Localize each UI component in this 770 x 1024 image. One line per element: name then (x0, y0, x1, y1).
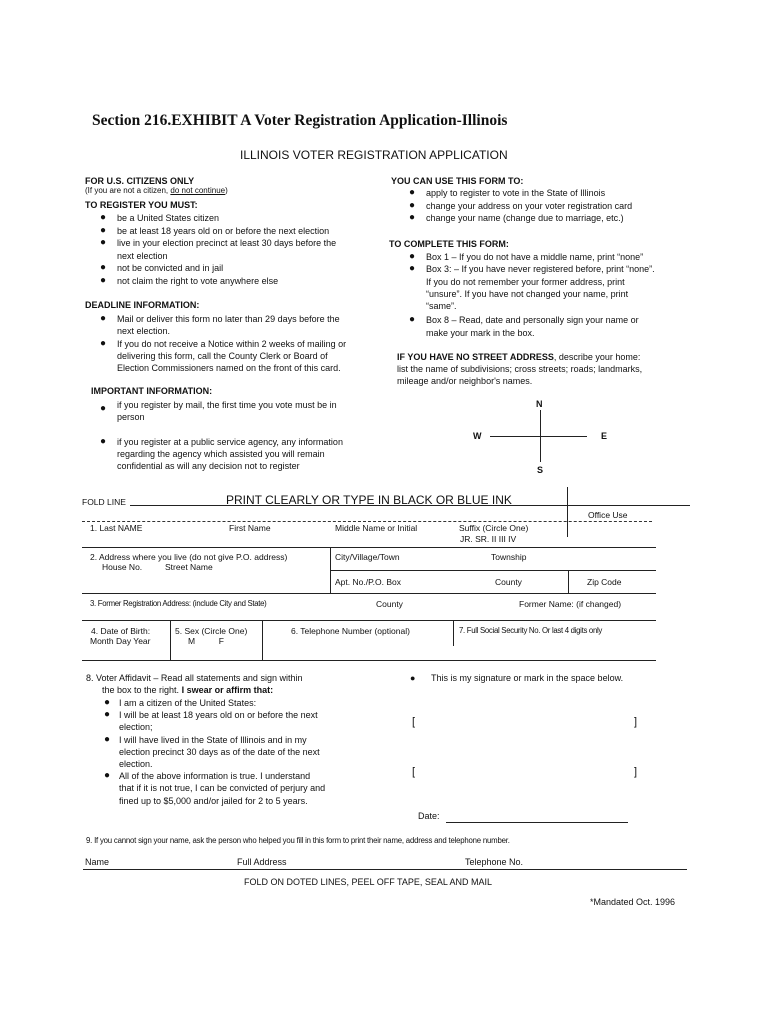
signature-bracket-bl: [ (412, 766, 416, 778)
complete-list (409, 251, 655, 339)
signature-bracket-br: ] (634, 766, 638, 778)
field-city[interactable]: City/Village/Town (335, 552, 400, 562)
field-former-address[interactable]: 3. Former Registration Address: (include City and State) (90, 599, 267, 608)
list-item-continuation: election. (119, 759, 153, 770)
signature-bracket-tl: [ (412, 716, 416, 728)
citizens-note: (If you are not a citizen, do not continue) (85, 186, 228, 195)
must-title: TO REGISTER YOU MUST: (85, 200, 198, 210)
row-divider (82, 593, 656, 594)
list-item-continuation: delivering this form, call the County Clerk or Board of (117, 350, 328, 361)
list-item-continuation: person (117, 412, 145, 423)
affidavit-list (104, 697, 326, 807)
suffix-options: JR. SR. II III IV (460, 534, 517, 544)
field-last-name[interactable]: 1. Last NAME (90, 523, 143, 533)
list-item-continuation: election; (119, 722, 153, 733)
field-dob[interactable]: 4. Date of Birth: (91, 626, 151, 636)
list-item: ● change your name (change due to marriage, etc.) (409, 212, 624, 223)
list-item-continuation: next election. (117, 326, 171, 337)
field-phone[interactable]: 6. Telephone Number (optional) (291, 626, 410, 636)
compass-north: N (536, 399, 543, 409)
row-divider (330, 570, 656, 571)
mandated-note: *Mandated Oct. 1996 (590, 897, 676, 907)
signature-box[interactable] (412, 716, 640, 784)
list-item-continuation: If you do not remember your former address, print (426, 276, 625, 287)
field-sex[interactable]: 5. Sex (Circle One) (175, 626, 248, 636)
list-item-continuation: fined up to $5,000 and/or jailed for 2 to 5 years. (119, 795, 308, 806)
helper-address-label: Full Address (237, 857, 287, 867)
field-former-name[interactable]: Former Name: (if changed) (519, 599, 622, 609)
list-item: ● Box 3: – If you have never registered before, print “none”. (409, 263, 655, 275)
list-item: ● Box 8 – Read, date and personally sign your name or (409, 314, 639, 326)
list-item: ● I will be at least 18 years old on or before the next (104, 709, 318, 721)
field-suffix[interactable]: Suffix (Circle One) (459, 523, 529, 533)
field-county[interactable]: County (495, 577, 522, 587)
list-item: ● apply to register to vote in the State of Illinois (409, 187, 606, 198)
list-item: ● be a United States citizen (100, 212, 220, 223)
list-item: ● I am a citizen of the United States: (104, 697, 257, 708)
important-list (100, 399, 343, 472)
list-item-continuation: regarding the agency which assisted you will remain (117, 448, 325, 459)
helper-name-label: Name (85, 857, 110, 867)
compass-south: S (537, 465, 544, 475)
sex-options: M F (188, 636, 224, 646)
complete-title: TO COMPLETE THIS FORM: (389, 239, 509, 249)
field-zip[interactable]: Zip Code (587, 577, 622, 587)
form-title: ILLINOIS VOTER REGISTRATION APPLICATION (240, 148, 508, 162)
office-use-divider (567, 487, 568, 537)
list-item: ● change your address on your voter registration card (409, 199, 633, 211)
col-divider (262, 620, 263, 660)
list-item-continuation: election precinct 30 days as of the date of the next (119, 746, 320, 757)
compass-east: E (601, 431, 608, 441)
field-street-name: Street Name (165, 562, 213, 572)
field-address[interactable]: 2. Address where you live (do not give P.O. address) (90, 552, 288, 562)
field-township[interactable]: Township (491, 552, 527, 562)
page-heading: Section 216.EXHIBIT A Voter Registration Application-Illinois (92, 112, 508, 129)
office-use-label: Office Use (588, 510, 628, 520)
row-divider (82, 620, 656, 621)
list-item: ● Mail or deliver this form no later than 29 days before the (100, 313, 340, 324)
row-divider (82, 547, 656, 548)
deadline-title: DEADLINE INFORMATION: (85, 300, 200, 310)
col-divider (170, 620, 171, 660)
no-street-address: IF YOU HAVE NO STREET ADDRESS, describe your home: list the name of subdivisions; cross streets; roads; landmarks, mileage and/or neighbor's names. (397, 352, 643, 386)
row-divider (82, 660, 656, 661)
helper-instruction: 9. If you cannot sign your name, ask the person who helped you fill in this form to print their name, address and telephone number. (86, 836, 510, 845)
list-item: ● if you register by mail, the first time you vote must be in (100, 400, 337, 414)
field-former-county[interactable]: County (376, 599, 403, 609)
list-item: ● be at least 18 years old on or before the next election (100, 224, 330, 236)
list-item: ● live in your election precinct at least 30 days before the (100, 237, 337, 248)
helper-line[interactable] (83, 869, 687, 870)
list-item-continuation: Election Commissioners named on the front of this card. (117, 363, 341, 374)
field-middle-name[interactable]: Middle Name or Initial (335, 523, 418, 533)
field-first-name[interactable]: First Name (229, 523, 271, 533)
list-item: ● if you register at a public service agency, any information (100, 435, 343, 447)
col-divider (568, 570, 569, 593)
must-list (100, 212, 337, 287)
list-item: ● I will have lived in the State of Illinois and in my (104, 733, 307, 745)
field-apt[interactable]: Apt. No./P.O. Box (335, 577, 401, 587)
print-clearly: PRINT CLEARLY OR TYPE IN BLACK OR BLUE INK (226, 493, 512, 507)
citizens-title: FOR U.S. CITIZENS ONLY (85, 176, 195, 186)
list-item-continuation: next election (117, 250, 168, 261)
important-title: IMPORTANT INFORMATION: (91, 386, 213, 396)
affidavit-line1: 8. Voter Affidavit – Read all statements and sign within (86, 673, 303, 683)
list-item: ● If you do not receive a Notice within 2 weeks of mailing or (100, 337, 347, 349)
col-divider (453, 620, 454, 646)
signature-note: ● This is my signature or mark in the space below. (410, 673, 624, 683)
list-item: ● not claim the right to vote anywhere else (100, 274, 279, 286)
date-field[interactable] (446, 822, 628, 823)
list-item-continuation: make your mark in the box. (426, 327, 535, 338)
list-item: ● not be convicted and in jail (100, 262, 224, 273)
fold-rule (130, 505, 690, 506)
signature-bracket-tr: ] (634, 716, 638, 728)
use-title: YOU CAN USE THIS FORM TO: (391, 176, 524, 186)
compass-horizontal (490, 436, 587, 437)
dob-format: Month Day Year (90, 636, 151, 646)
list-item-continuation: that if it is not true, I can be convicted of perjury and (119, 783, 326, 794)
field-ssn[interactable]: 7. Full Social Security No. Or last 4 digits only (459, 626, 603, 635)
affidavit-line2: the box to the right. I swear or affirm that: (102, 685, 274, 695)
list-item: ● Box 1 – If you do not have a middle name, print “none” (409, 251, 644, 262)
fold-line-label: FOLD LINE (82, 497, 126, 507)
helper-phone-label: Telephone No. (465, 857, 524, 867)
list-item-continuation: “same”. (426, 301, 457, 312)
list-item: ● All of the above information is true. I understand (104, 770, 311, 782)
use-list (409, 187, 633, 225)
compass-west: W (473, 431, 482, 441)
date-label: Date: (418, 811, 440, 821)
deadline-list (100, 313, 347, 374)
fold-dashed-line (82, 521, 652, 522)
list-item-continuation: confidential as will any decision not to register (117, 461, 300, 472)
list-item-continuation: “unsure”. If you have not changed your name, print (426, 288, 629, 299)
field-house-no: House No. (102, 562, 143, 572)
fold-instructions: FOLD ON DOTED LINES, PEEL OFF TAPE, SEAL AND MAIL (244, 877, 493, 887)
